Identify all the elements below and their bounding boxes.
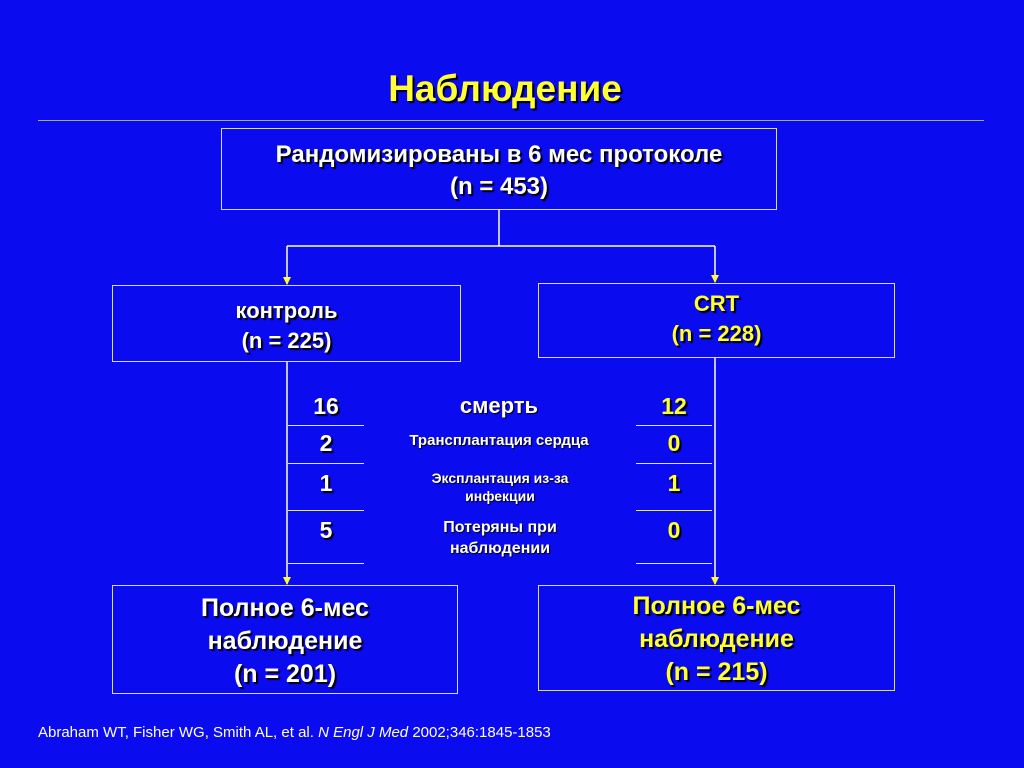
- control-count: (n = 225): [241, 328, 332, 353]
- control-outcome-count: (n = 201): [233, 660, 337, 688]
- control-transplant-count: 2: [319, 430, 333, 456]
- randomized-count: (n = 453): [449, 173, 549, 200]
- control-box: [112, 285, 461, 362]
- citation-authors: Abraham WT, Fisher WG, Smith AL, et al.: [38, 724, 314, 741]
- slide-title: Наблюдение: [388, 68, 622, 109]
- control-outcome-line2: наблюдение: [207, 627, 363, 655]
- crt-divider: [636, 425, 712, 426]
- crt-outcome-line2: наблюдение: [639, 625, 794, 653]
- arrowhead-crt-out: [711, 577, 719, 585]
- crt-divider: [636, 463, 712, 464]
- event-label-death: смерть: [459, 393, 539, 418]
- control-lost-count: 5: [319, 517, 333, 543]
- crt-count: (n = 228): [671, 321, 762, 346]
- crt-label: CRT: [693, 291, 740, 316]
- control-divider: [288, 425, 364, 426]
- arrowhead-control-out: [283, 577, 291, 585]
- arrowhead-control: [283, 277, 291, 285]
- citation: [38, 724, 551, 741]
- event-label-explant: Эксплантация из-за инфекции: [431, 470, 569, 504]
- control-explant-count: 1: [319, 470, 333, 496]
- crt-death-count: 12: [661, 393, 687, 419]
- event-label-transplant: Трансплантация сердца: [409, 432, 589, 449]
- crt-box: [538, 283, 895, 358]
- control-divider: [288, 463, 364, 464]
- arrowhead-crt: [711, 275, 719, 283]
- crt-divider: [636, 563, 712, 564]
- control-divider: [288, 510, 364, 511]
- crt-outcome-box: [538, 585, 895, 691]
- crt-lost-count: 0: [667, 517, 681, 543]
- crt-outcome-line1: Полное 6-мес: [632, 592, 801, 620]
- control-death-count: 16: [313, 393, 339, 419]
- control-outcome-line1: Полное 6-мес: [201, 594, 369, 622]
- randomized-label: Рандомизированы в 6 мес протоколе: [275, 141, 723, 168]
- crt-explant-count: 1: [667, 470, 681, 496]
- crt-transplant-count: 0: [667, 430, 681, 456]
- control-divider: [288, 563, 364, 564]
- crt-divider: [636, 510, 712, 511]
- event-label-lost: Потеряны при наблюдении: [443, 519, 557, 557]
- randomized-box: [221, 128, 777, 210]
- crt-outcome-count: (n = 215): [665, 658, 768, 686]
- control-outcome-box: [112, 585, 458, 694]
- citation-reference: 2002;346:1845-1853: [412, 724, 551, 741]
- citation-journal: N Engl J Med: [318, 724, 409, 741]
- control-label: контроль: [235, 298, 338, 323]
